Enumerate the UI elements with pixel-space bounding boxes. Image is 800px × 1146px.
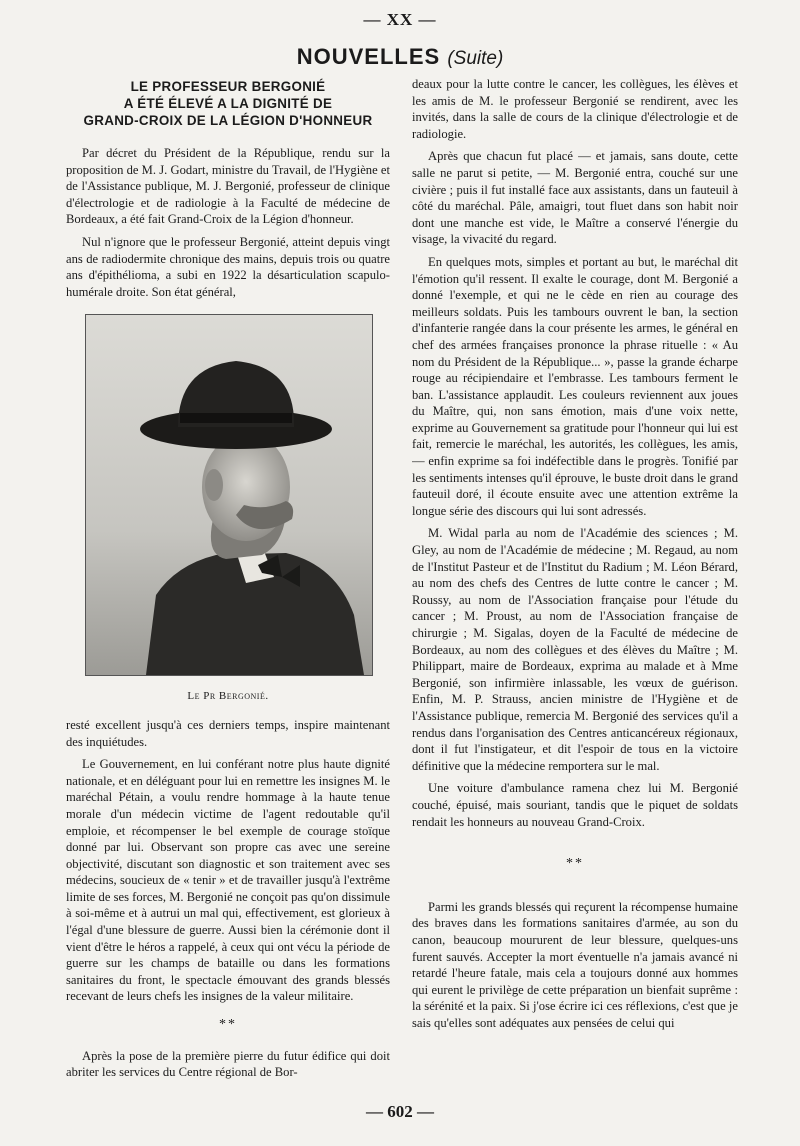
paragraph: resté excellent jusqu'à ces derniers temps, inspire maintenant des inquiétudes.	[66, 717, 390, 749]
article-headline	[66, 78, 390, 129]
right-column	[412, 76, 738, 1096]
portrait-illustration	[86, 315, 372, 675]
section-name: NOUVELLES	[296, 44, 441, 69]
paragraph: Le Gouvernement, en lui conférant notre plus haute dignité nationale, et en déléguant pour lui en remettre les insignes M. le maréchal Pétain, a voulu rendre hommage à la haute tenue morale d'un médecin victime de l'agent redoutable qu'il emploie, et récompenser le bel exemple de courage stoïque donné par lui. Observant son propre cas avec une sereine objectivité, discutant son diagnostic et son traitement avec ses médecins, soucieux de « tenir » et de travailler jusqu'à l'extrême limite de ses forces, M. Bergonié ne conçoit pas qu'on dissimule à soi-même et à autrui un mal qui, effectivement, est glorieux à l'égal d'une blessure de guerre. Aussi bien la cérémonie dont il vient d'être le héros a rappelé, à ceux qui ont vécu la période de guerre sur les champs de bataille ou dans les formations sanitaires du front, le spectacle émouvant des grands blessés recevant de leurs chefs les insignes de la valeur militaire.	[66, 757, 390, 1004]
paragraph: Une voiture d'ambulance ramena chez lui M. Bergonié couché, épuisé, mais souriant, tandis que le piquet de soldats rendait les honneurs au nouveau Grand-Croix.	[412, 781, 738, 829]
paragraph: M. Widal parla au nom de l'Académie des sciences ; M. Gley, au nom de l'Académie de médecine ; M. Regaud, au nom de l'Institut Pasteur et de l'Institut du Radium ; M. Léon Bérard, au nom des chefs des Centres de lutte contre le cancer ; M. Roussy, au nom de l'Association française pour l'étude du cancer ; M. Proust, au nom de l'Association française de chirurgie ; M. Sigalas, doyen de la Faculté de médecine de Bordeaux, au nom des collègues et des élèves du Maître ; M. Philippart, maire de Bordeaux, exprima au malade et à Mme Bergonié, son infirmière inlassable, les vœux de guérison. Enfin, M. P. Strauss, ancien ministre de l'Hygiène et de l'Assistance publique, remercia M. Bergonié des services qu'il a rendus dans l'organisation des Centres anticancéreux régionaux, dont il fut l'instigateur, et dit l'espoir de tous en la victoire définitive que la médecine remportera sur le mal.	[412, 526, 738, 773]
paragraph: Par décret du Président de la République, rendu sur la proposition de M. J. Godart, ministre du Travail, de l'Hygiène et de l'Assistance publique, M. J. Bergonié, professeur de clinique d'électrologie et de radiologie à la Faculté de médecine de Bordeaux, a été fait Grand-Croix de la Légion d'honneur.	[66, 146, 390, 227]
paragraph: Nul n'ignore que le professeur Bergonié, atteint depuis vingt ans de radiodermite chronique des mains, depuis trois ou quatre ans d'épithélioma, a subi en 1922 la désarticulation scapulo-humérale droite. Son état général,	[66, 234, 390, 299]
paragraph: Après que chacun fut placé — et jamais, sans doute, cette salle ne parut si petite, — M. Bergonié entra, couché sur une civière ; puis il fut installé face aux assistants, dans un fauteuil à côté du maréchal. Pâle, amaigri, tout fluet dans son habit noir dont une manche est vide, le Maître a conservé l'énergie du visage, la vivacité du regard.	[412, 149, 738, 247]
section-separator: **	[219, 1017, 237, 1033]
photo-caption: Le Pr Bergonié.	[187, 690, 269, 703]
headline-line: A ÉTÉ ÉLEVÉ A LA DIGNITÉ DE	[123, 96, 333, 111]
paragraph: Parmi les grands blessés qui reçurent la récompense humaine des braves dans les formations sanitaires d'armée, au son du canon, beaucoup moururent de leur blessure, quelques-uns furent sauvés. Accepter la mort éventuelle n'a jamais avancé ni retardé l'heure fatale, mais cela a toujours donné aux hommes qui eurent le privilège de cette préparation un bienfait suprême : la sérénité et la paix. Si j'ose écrire ici ces réflexions, c'est que je sais qu'elles sont adéquates aux pensées de celui qui	[412, 899, 738, 1030]
portrait-photo	[85, 314, 373, 676]
headline-line: GRAND-CROIX DE LA LÉGION D'HONNEUR	[83, 113, 373, 128]
portrait-figure	[85, 314, 371, 705]
paragraph: En quelques mots, simples et portant au but, le maréchal dit l'émotion qu'il ressent. Il exalte le courage, dont M. Bergonié a donné l'exemple, et qui ne le cède en rien au courage des meilleurs soldats. Puis les tambours ouvrent le ban, la section d'infanterie rangée dans la cour présente les armes, le général en chef des armées françaises prononce la phrase rituelle : « Au nom du Président de la République... », passe la grande écharpe rouge au récipiendaire et l'embrasse. Les tambours ferment le ban. L'assistance applaudit. Les couleurs reviennent aux joues du Maître, qui, non sans émotion, mais d'une voix nette, exprime au Gouvernement sa gratitude pour l'honneur qui lui est fait, remercie le maréchal, les autorités, les collègues, les amis, — enfin exprime sa foi indéfectible dans le progrès. Tonifié par les sentiments intenses qu'il éprouve, le buste droit dans le grand fauteuil doré, il écoute ensuite avec une attention extrême la longue série des discours qui lui sont adressés.	[412, 254, 738, 518]
section-separator: **	[566, 856, 584, 872]
page-number: — 602 —	[366, 1102, 434, 1121]
paragraph: Après la pose de la première pierre du futur édifice qui doit abriter les services du Centre régional de Bor-	[66, 1048, 390, 1080]
headline-line: LE PROFESSEUR BERGONIÉ	[130, 79, 326, 94]
page-roman-numeral: — XX —	[363, 10, 437, 29]
section-title	[0, 44, 800, 70]
paragraph: deaux pour la lutte contre le cancer, les collègues, les élèves et les amis de M. le professeur Bergonié se rendirent, avec les invités, dans la salle de cours de la clinique d'électrologie et de radiologie.	[412, 77, 738, 141]
left-column	[66, 76, 390, 1096]
section-suite: (Suite)	[447, 48, 504, 69]
